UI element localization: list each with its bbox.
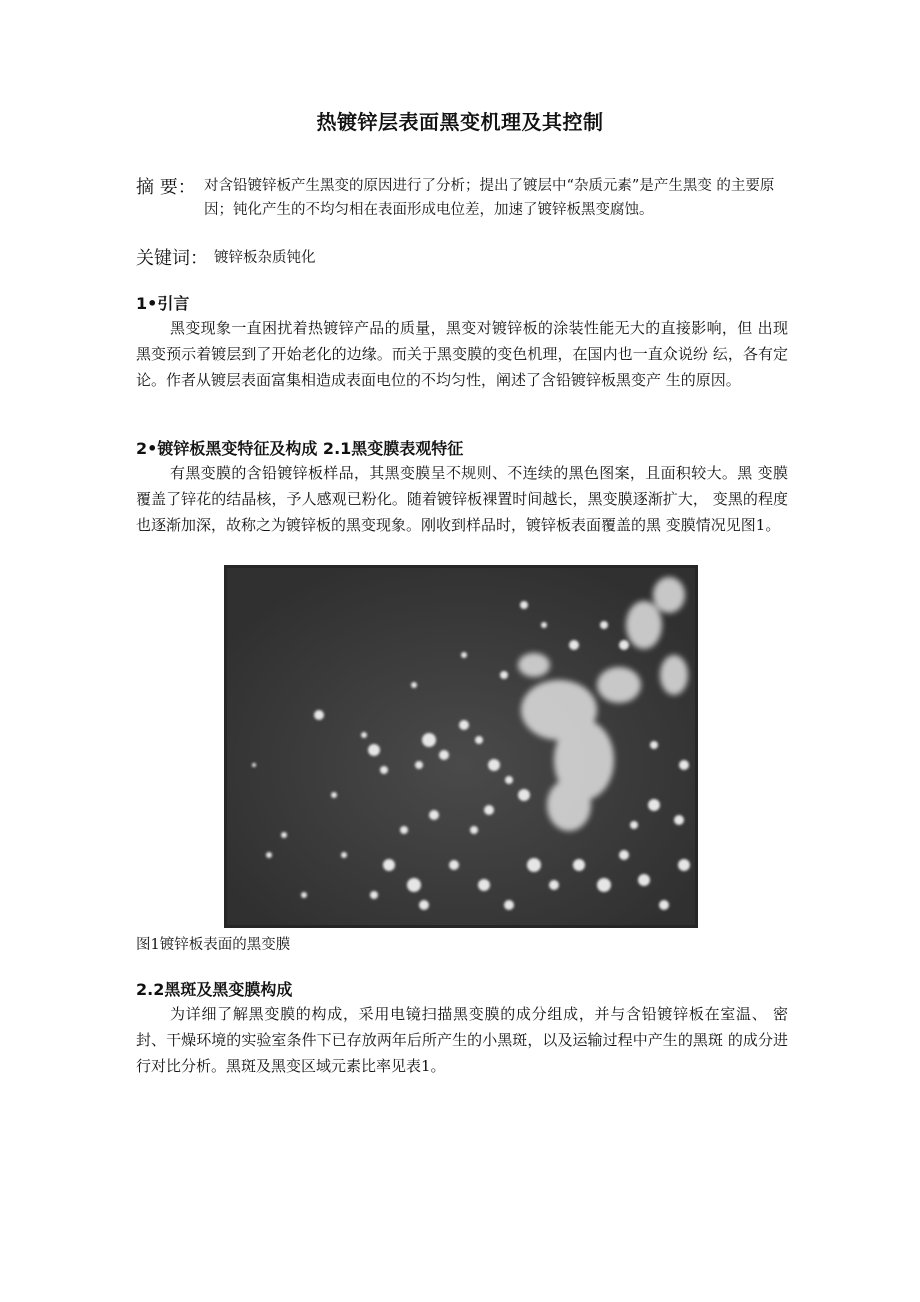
abstract-text: 对含铅镀锌板产生黑变的原因进行了分析；提出了镀层中“杂质元素”是产生黑变 的主要原因；钝化产生的不均匀相在表面形成电位差，加速了镀锌板黑变腐蚀。 — [204, 178, 775, 218]
section-2-2-paragraph: 为详细了解黑变膜的构成，采用电镜扫描黑变膜的成分组成，并与含铅镀锌板在室温、 密封、干燥环境的实验室条件下已存放两年后所产生的小黑斑，以及运输过程中产生的黑斑 的成分进行对比分析。黑斑及黑变区域元素比率见表1。 — [136, 1005, 788, 1075]
keywords-text: 镀锌板杂质钝化 — [214, 250, 316, 266]
figure-1-caption: 图1镀锌板表面的黑变膜 — [136, 937, 291, 953]
section-heading-2: 2•镀锌板黑变特征及构成 2.1黑变膜表观特征 — [136, 439, 464, 458]
micrograph-image — [224, 565, 698, 928]
abstract-label: 摘 要： — [136, 177, 196, 198]
section-heading-intro: 1•引言 — [136, 294, 190, 313]
section-heading-2-2: 2.2黑斑及黑变膜构成 — [136, 980, 293, 999]
intro-paragraph: 黑变现象一直困扰着热镀锌产品的质量，黑变对镀锌板的涂装性能无大的直接影响，但 出现黑变预示着镀层到了开始老化的边缘。而关于黑变膜的变色机理，在国内也一直众说纷 纭，各有定论。作者从镀层表面富集相造成表面电位的不均匀性，阐述了含铅镀锌板黑变产 生的原因。 — [136, 319, 788, 389]
keywords-label: 关键词： — [136, 248, 208, 269]
figure-1-micrograph — [224, 565, 698, 928]
section-2-paragraph: 有黑变膜的含铅镀锌板样品，其黑变膜呈不规则、不连续的黑色图案，且面积较大。黑 变膜覆盖了锌花的结晶核，予人感观已粉化。随着镀锌板裸置时间越长，黑变膜逐渐扩大， 变黑的程度也逐渐加深，故称之为镀锌板的黑变现象。刚收到样品时，镀锌板表面覆盖的黑 变膜情况见图1。 — [136, 464, 788, 534]
paper-title: 热镀锌层表面黑变机理及其控制 — [316, 110, 604, 134]
